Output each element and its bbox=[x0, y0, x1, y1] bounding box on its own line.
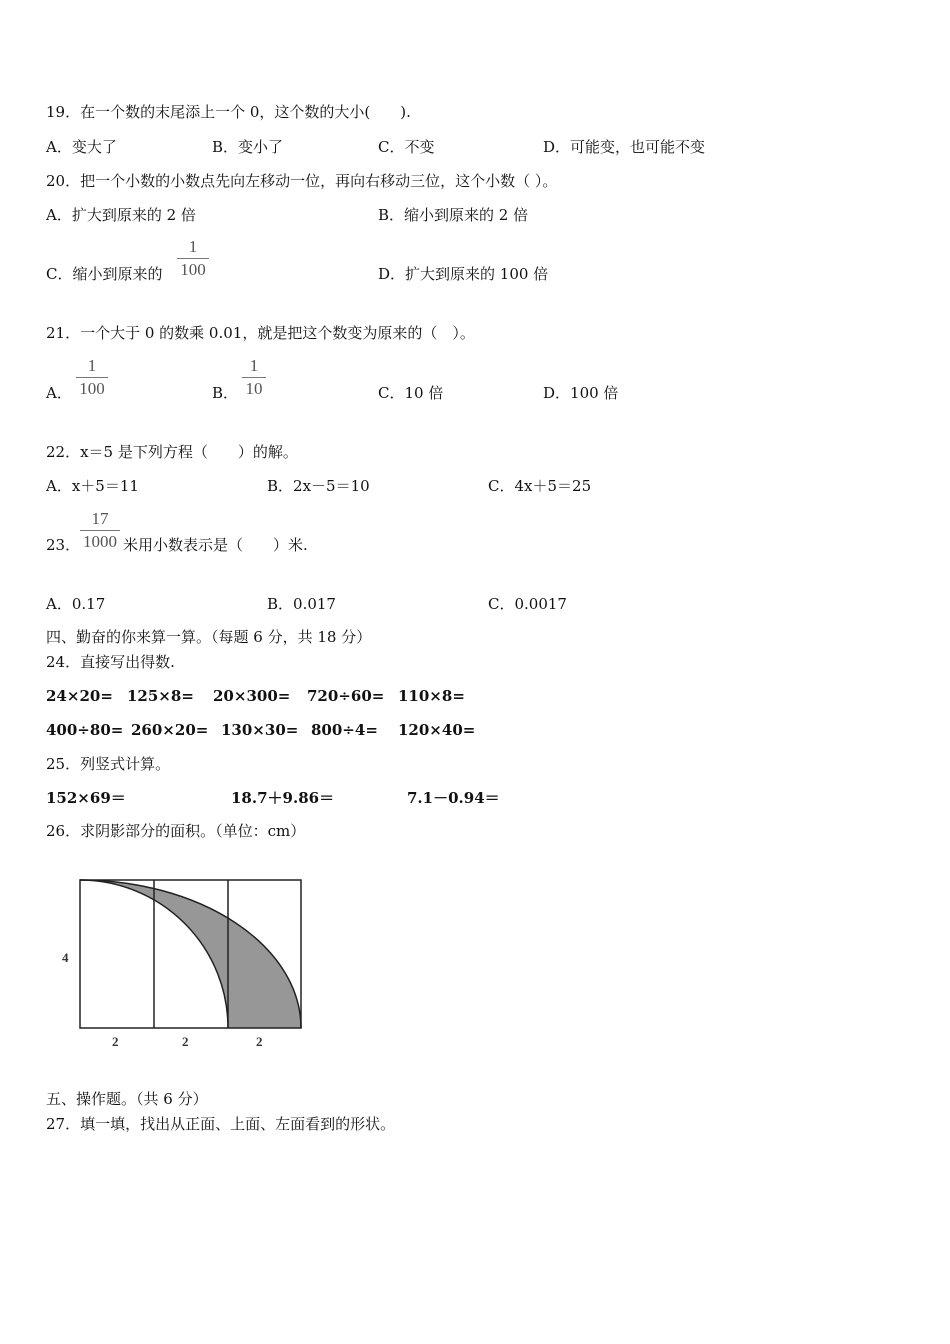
q23-option-b: B．0.017 bbox=[267, 595, 336, 613]
shaded-region bbox=[80, 880, 301, 1028]
q26-stem: 26．求阴影部分的面积。（单位：cm） bbox=[46, 822, 306, 840]
q22-option-c: C．4x＋5＝25 bbox=[488, 477, 592, 495]
q22-option-a: A．x＋5＝11 bbox=[46, 477, 139, 495]
section5-title: 五、操作题。（共 6 分） bbox=[46, 1090, 208, 1108]
q27-stem: 27．填一填，找出从正面、上面、左面看到的形状。 bbox=[46, 1115, 396, 1133]
fraction-denominator: 10 bbox=[245, 379, 263, 398]
q22-stem: 22．x＝5 是下列方程（ ）的解。 bbox=[46, 443, 298, 461]
q24-item: 20×300= bbox=[213, 687, 291, 705]
q24-item: 125×8= bbox=[127, 687, 194, 705]
q25-item: 152×69＝ bbox=[46, 789, 126, 807]
q20-option-a: A．扩大到原来的 2 倍 bbox=[46, 206, 196, 224]
section4-title: 四、勤奋的你来算一算。（每题 6 分，共 18 分） bbox=[46, 628, 372, 646]
q25-item: 7.1－0.94＝ bbox=[407, 789, 500, 807]
q20-stem: 20．把一个小数的小数点先向左移动一位，再向右移动三位，这个小数（ ）。 bbox=[46, 172, 558, 190]
fraction-numerator: 1 bbox=[87, 356, 97, 375]
q25-item: 18.7＋9.86＝ bbox=[231, 789, 335, 807]
height-label: 4 bbox=[62, 950, 69, 965]
fraction-denominator: 1000 bbox=[83, 532, 117, 551]
q19-option-b: B．变小了 bbox=[212, 138, 284, 156]
q21-option-a: A． bbox=[46, 384, 72, 402]
fraction-numerator: 17 bbox=[91, 509, 109, 528]
fraction-denominator: 100 bbox=[180, 260, 206, 279]
q24-item: 260×20= bbox=[131, 721, 209, 739]
q24-item: 110×8= bbox=[398, 687, 465, 705]
q24-item: 130×30= bbox=[221, 721, 299, 739]
q24-item: 24×20= bbox=[46, 687, 113, 705]
width-label: 2 bbox=[182, 1034, 189, 1049]
q19-option-a: A．变大了 bbox=[46, 138, 117, 156]
q23-prefix: 23． bbox=[46, 536, 81, 554]
q20-option-d: D．扩大到原来的 100 倍 bbox=[378, 265, 549, 283]
width-label: 2 bbox=[112, 1034, 119, 1049]
q21-option-c: C．10 倍 bbox=[378, 384, 444, 402]
fraction-denominator: 100 bbox=[79, 379, 105, 398]
fraction-numerator: 1 bbox=[188, 237, 198, 256]
q23-option-c: C．0.0017 bbox=[488, 595, 567, 613]
width-label: 2 bbox=[256, 1034, 263, 1049]
q22-option-b: B．2x－5＝10 bbox=[267, 477, 370, 495]
q23-option-a: A．0.17 bbox=[46, 595, 106, 613]
q21-option-b: B． bbox=[212, 384, 239, 402]
q24-item: 120×40= bbox=[398, 721, 476, 739]
q25-stem: 25．列竖式计算。 bbox=[46, 755, 171, 773]
q24-item: 800÷4= bbox=[311, 721, 378, 739]
q19-option-c: C．不变 bbox=[378, 138, 435, 156]
q20-option-c: C．缩小到原来的 bbox=[46, 265, 163, 283]
q24-stem: 24．直接写出得数. bbox=[46, 653, 175, 671]
q21-stem: 21．一个大于 0 的数乘 0.01，就是把这个数变为原来的（ ）。 bbox=[46, 324, 475, 342]
q19-stem: 19．在一个数的末尾添上一个 0，这个数的大小( ). bbox=[46, 103, 411, 121]
fraction-numerator: 1 bbox=[249, 356, 259, 375]
q20-option-b: B．缩小到原来的 2 倍 bbox=[378, 206, 529, 224]
q19-option-d: D．可能变，也可能不变 bbox=[543, 138, 706, 156]
q24-item: 400÷80= bbox=[46, 721, 124, 739]
q21-option-d: D．100 倍 bbox=[543, 384, 619, 402]
q23-suffix: 米用小数表示是（ ）米. bbox=[123, 536, 308, 554]
q24-item: 720÷60= bbox=[307, 687, 385, 705]
